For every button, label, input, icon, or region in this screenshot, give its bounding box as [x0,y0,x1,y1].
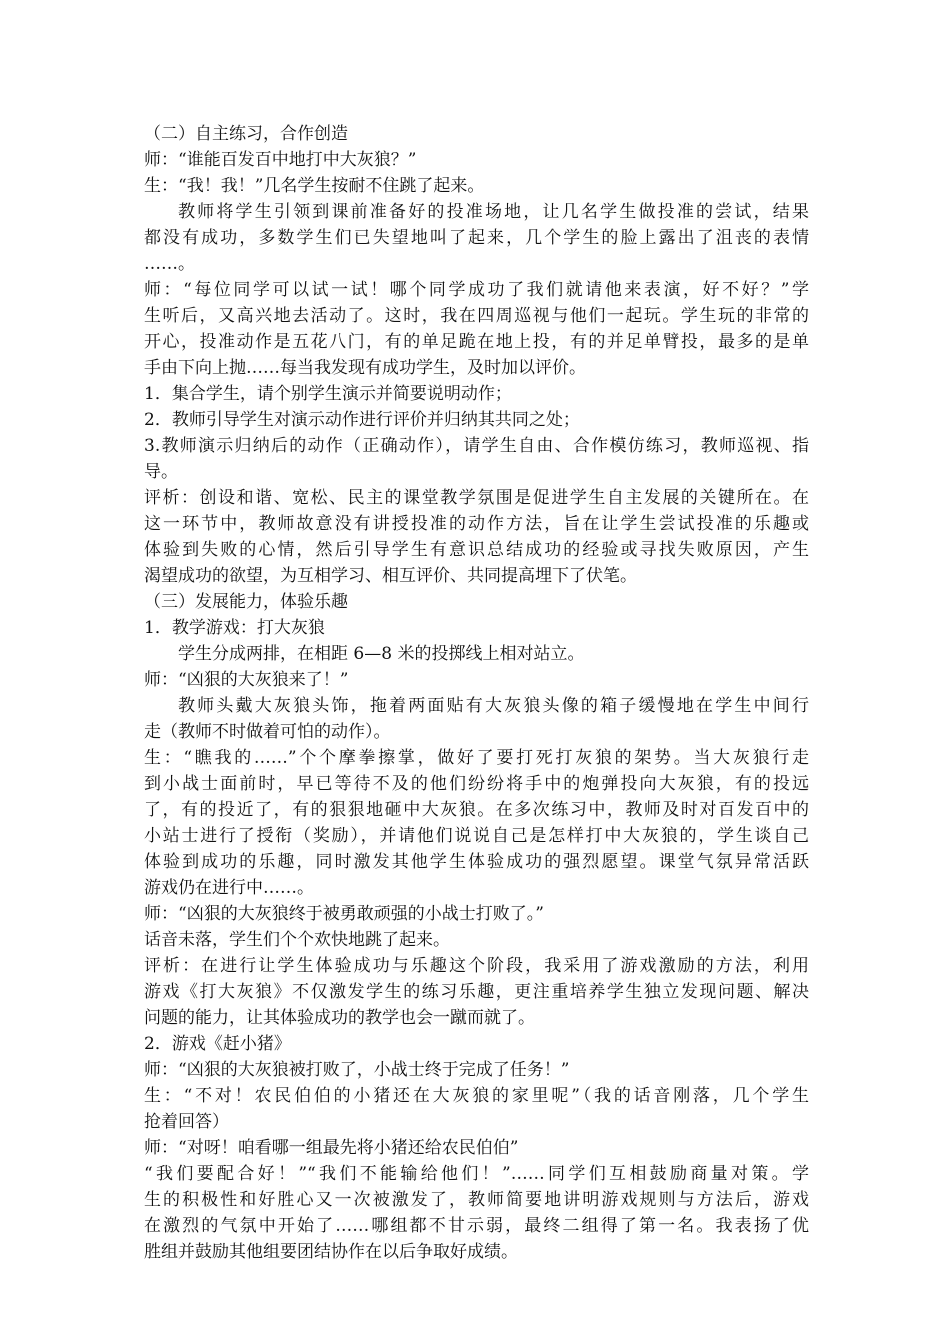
dialogue-line: 师：“谁能百发百中地打中大灰狼？” [144,150,417,170]
paragraph-line: 体验到成功的乐趣，同时激发其他学生体验成功的强烈愿望。课堂气氛异常活跃 [144,852,809,872]
paragraph-line: 了，有的投近了，有的狠狠地砸中大灰狼。在多次练习中，教师及时对百发百中的 [144,800,809,820]
dialogue-line: 生：“瞧我的……”个个摩拳擦掌，做好了要打死打灰狼的架势。当大灰狼行走 [144,748,809,768]
paragraph-line: 走（教师不时做着可怕的动作）。 [144,722,391,742]
paragraph-line: 小站士进行了授衔（奖励），并请他们说说自己是怎样打中大灰狼的，学生谈自己 [144,826,809,846]
document-page [144,121,809,1265]
commentary-line: 评析：在进行让学生体验成功与乐趣这个阶段，我采用了游戏激励的方法，利用 [144,956,809,976]
paragraph-line: ……。 [144,254,195,274]
paragraph-line: 游戏仍在进行中……。 [144,878,314,898]
paragraph-line: 学生分成两排，在相距 6—8 米的投掷线上相对站立。 [178,644,585,664]
subsection-heading: 2．游戏《赶小猪》 [144,1034,291,1054]
commentary-line: 这一环节中，教师故意没有讲授投准的动作方法，旨在让学生尝试投准的乐趣或 [144,514,809,534]
dialogue-line: 抢着回答） [144,1112,229,1132]
list-item: 导。 [144,462,178,482]
paragraph-line: 胜组并鼓励其他组要团结协作在以后争取好成绩。 [144,1242,518,1262]
paragraph-line: 师：“每位同学可以试一试！哪个同学成功了我们就请他来表演，好不好？”学 [144,280,809,300]
dialogue-line: 师：“对呀！咱看哪一组最先将小猪还给农民伯伯” [144,1138,519,1158]
paragraph-line: 生的积极性和好胜心又一次被激发了，教师简要地讲明游戏规则与方法后，游戏 [144,1190,809,1210]
paragraph-line: 话音未落，学生们个个欢快地跳了起来。 [144,930,450,950]
paragraph-line: 手由下向上抛……每当我发现有成功学生，及时加以评价。 [144,358,586,378]
paragraph-line: 都没有成功，多数学生们已失望地叫了起来，几个学生的脸上露出了沮丧的表情 [144,228,809,248]
commentary-line: 游戏《打大灰狼》不仅激发学生的练习乐趣，更注重培养学生独立发现问题、解决 [144,982,809,1002]
paragraph-line: 在激烈的气氛中开始了……哪组都不甘示弱，最终二组得了第一名。我表扬了优 [144,1216,809,1236]
commentary-line: 渴望成功的欲望，为互相学习、相互评价、共同提高埋下了伏笔。 [144,566,637,586]
subsection-heading: 1．教学游戏：打大灰狼 [144,618,325,638]
section-heading: （二）自主练习，合作创造 [144,124,348,144]
paragraph-line: 生听后，又高兴地去活动了。这时，我在四周巡视与他们一起玩。学生玩的非常的 [144,306,809,326]
dialogue-line: 生：“不对！农民伯伯的小猪还在大灰狼的家里呢”（我的话音刚落，几个学生 [144,1086,809,1106]
list-item: 2．教师引导学生对演示动作进行评价并归纳其共同之处； [144,410,580,430]
paragraph-line: 教师头戴大灰狼头饰，拖着两面贴有大灰狼头像的箱子缓慢地在学生中间行 [178,696,809,716]
commentary-line: 体验到失败的心情，然后引导学生有意识总结成功的经验或寻找失败原因，产生 [144,540,809,560]
dialogue-line: 生：“我！我！”几名学生按耐不住跳了起来。 [144,176,485,196]
paragraph-line: “我们要配合好！”“我们不能输给他们！”……同学们互相鼓励商量对策。学 [144,1164,809,1184]
dialogue-line: 师：“凶狠的大灰狼被打败了，小战士终于完成了任务！” [144,1060,570,1080]
list-item: 1．集合学生，请个别学生演示并简要说明动作； [144,384,512,404]
commentary-line: 问题的能力，让其体验成功的教学也会一蹴而就了。 [144,1008,535,1028]
list-item: 3.教师演示归纳后的动作（正确动作），请学生自由、合作模仿练习，教师巡视、指 [144,436,809,456]
dialogue-line: 师：“凶狠的大灰狼来了！” [144,670,349,690]
paragraph-line: 教师将学生引领到课前准备好的投准场地，让几名学生做投准的尝试，结果 [178,202,809,222]
paragraph-line: 到小战士面前时，早已等待不及的他们纷纷将手中的炮弹投向大灰狼，有的投远 [144,774,809,794]
section-heading: （三）发展能力，体验乐趣 [144,592,348,612]
paragraph-line: 开心，投准动作是五花八门，有的单足跪在地上投，有的并足单臂投，最多的是单 [144,332,809,352]
commentary-line: 评析：创设和谐、宽松、民主的课堂教学氛围是促进学生自主发展的关键所在。在 [144,488,809,508]
dialogue-line: 师：“凶狠的大灰狼终于被勇敢顽强的小战士打败了。” [144,904,544,924]
